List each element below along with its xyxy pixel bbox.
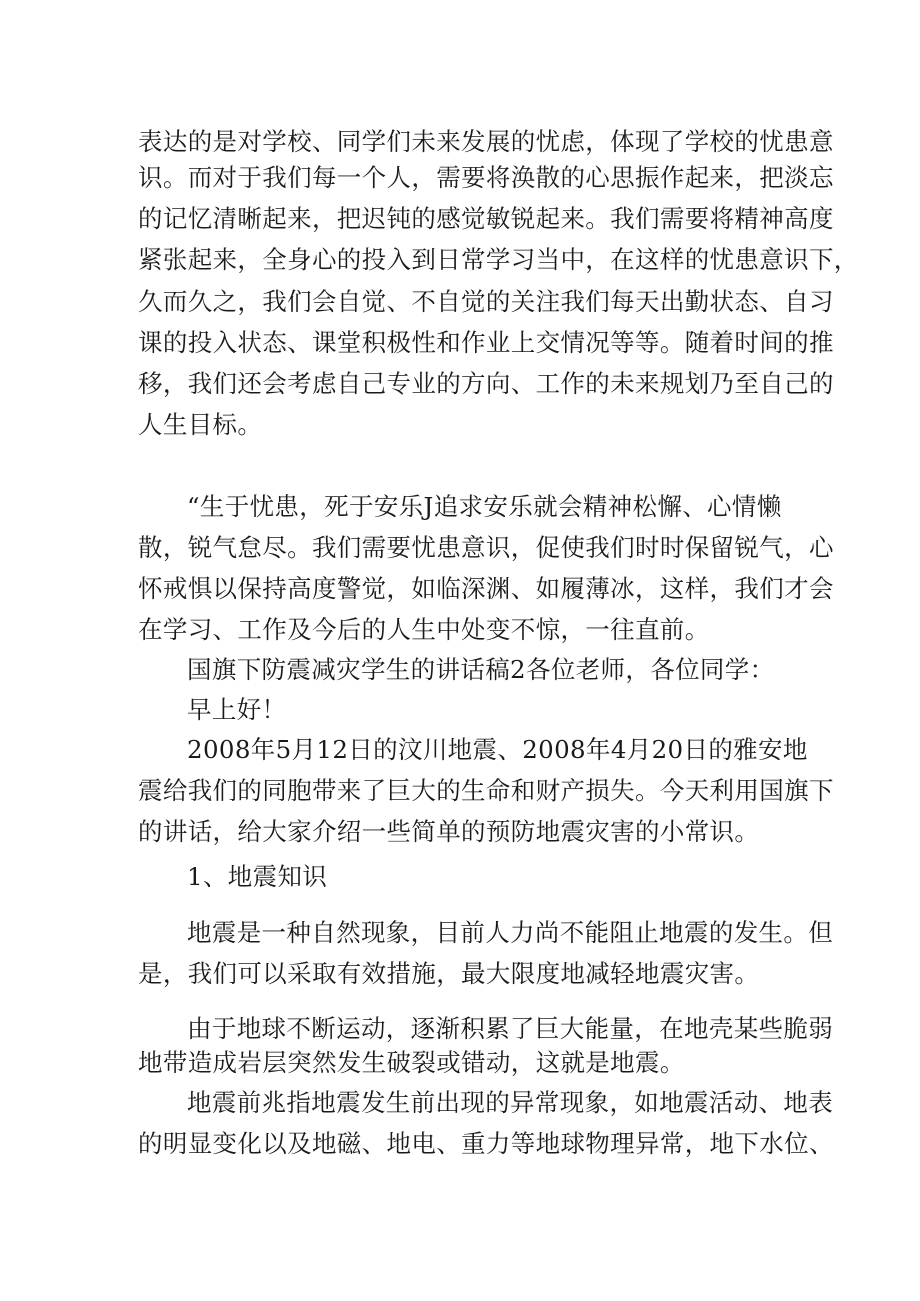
text-line: 移，我们还会考虑自己专业的方向、工作的未来规划乃至自己的 xyxy=(138,369,834,398)
text-line: 地震是一种自然现象，目前人力尚不能阻止地震的发生。但 xyxy=(187,918,834,947)
greeting-line: 早上好！ xyxy=(187,695,287,724)
text-line: 是，我们可以采取有效措施，最大限度地减轻地震灾害。 xyxy=(138,959,760,988)
text-line: “生于忧患，死于安乐J追求安乐就会精神松懈、心情懒 xyxy=(187,492,782,521)
text-line: 的讲话，给大家介绍一些简单的预防地震灾害的小常识。 xyxy=(138,817,760,846)
text-line: 久而久之，我们会自觉、不自觉的关注我们每天出勤状态、自习 xyxy=(138,287,834,316)
text-line: 课的投入状态、课堂积极性和作业上交情况等等。随着时间的推 xyxy=(138,328,834,357)
text-line: 地带造成岩层突然发生破裂或错动，这就是地震。 xyxy=(138,1048,685,1077)
text-line: 在学习、工作及今后的人生中处变不惊，一往直前。 xyxy=(138,615,710,644)
text-line: 的明显变化以及地磁、地电、重力等地球物理异常，地下水位、 xyxy=(138,1129,834,1158)
section-heading: 1、地震知识 xyxy=(187,862,328,891)
text-line: 识。而对于我们每一个人，需要将涣散的心思振作起来，把淡忘 xyxy=(138,163,834,192)
text-line: 由于地球不断运动，逐渐积累了巨大能量，在地壳某些脆弱 xyxy=(187,1014,834,1043)
text-line: 震给我们的同胞带来了巨大的生命和财产损失。今天利用国旗下 xyxy=(138,776,834,805)
text-line: 紧张起来，全身心的投入到日常学习当中，在这样的忧患意识下， xyxy=(138,245,859,274)
speech-title-line: 国旗下防震减灾学生的讲话稿2各位老师，各位同学： xyxy=(187,655,775,684)
text-line: 表达的是对学校、同学们未来发展的忧虑，体现了学校的忧患意 xyxy=(138,127,834,156)
text-line: 2008年5月12日的汶川地震、2008年4月20日的雅安地 xyxy=(187,735,808,764)
text-line: 散，锐气怠尽。我们需要忧患意识，促使我们时时保留锐气，心 xyxy=(138,533,834,562)
text-line: 的记忆清晰起来，把迟钝的感觉敏锐起来。我们需要将精神高度 xyxy=(138,204,834,233)
text-line: 人生目标。 xyxy=(138,410,263,439)
text-line: 地震前兆指地震发生前出现的异常现象，如地震活动、地表 xyxy=(187,1088,834,1117)
text-line: 怀戒惧以保持高度警觉，如临深渊、如履薄冰，这样，我们才会 xyxy=(138,574,834,603)
